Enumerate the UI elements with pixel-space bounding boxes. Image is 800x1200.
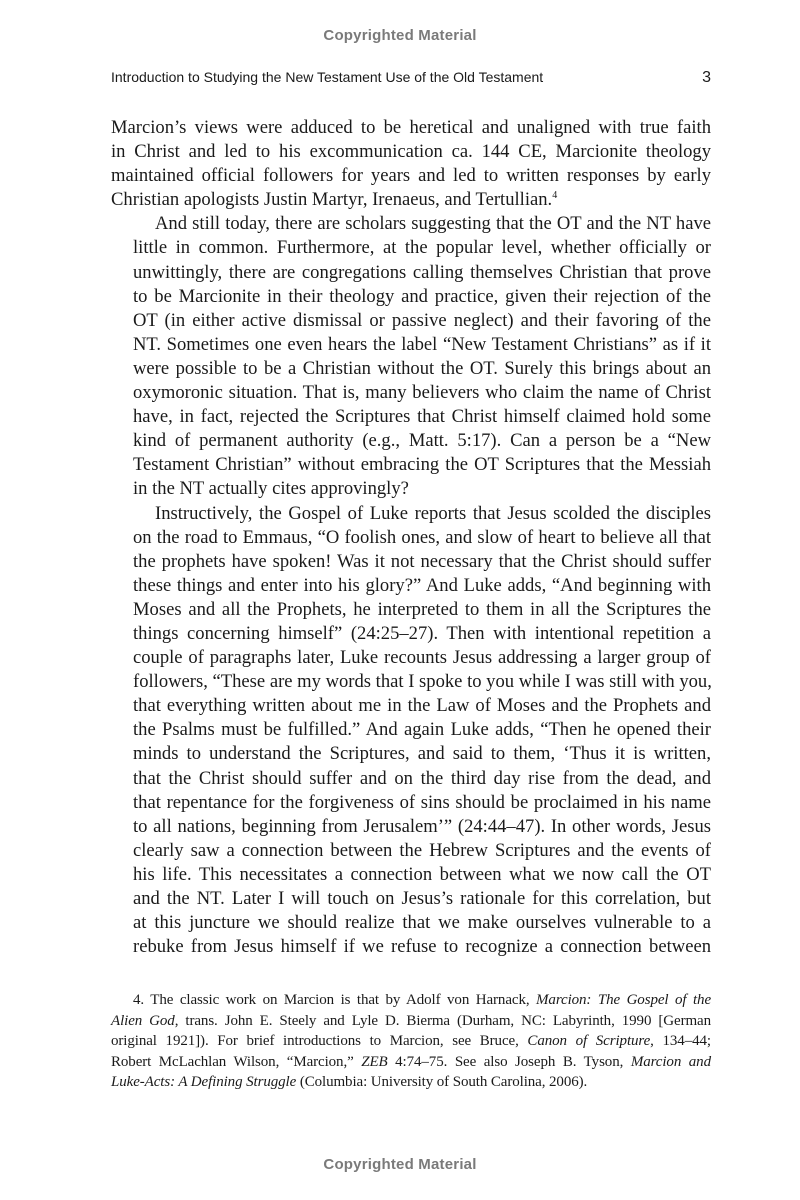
text-line: have, in fact, rejected the Scriptures that Christ himself claimed hold some [133,406,711,428]
text-line: that everything written about me in the Law of Moses and the Prophets and [133,695,711,717]
body-text [111,116,711,959]
text-line: rebuke from Jesus himself if we refuse to recognize a connection between [133,936,711,958]
footnote-italic-title: Canon of Scripture [527,1033,651,1049]
text-line: Testament Christian” without embracing the OT Scriptures that the Messiah [133,454,711,476]
footnote-line [111,1031,711,1052]
footnote-text: Robert McLachlan Wilson, “Marcion,” [111,1053,362,1070]
text-line: and the NT. Later I will touch on Jesus’s rationale for this correlation, but [133,888,711,909]
footnote-text: (Columbia: University of South Carolina, 2006). [296,1074,588,1090]
paragraph-1 [111,116,711,212]
footnote-italic-title: Alien God [111,1012,175,1029]
text-line: followers, “These are my words that I spoke to you while I was still with you, [133,671,712,693]
copyright-watermark-top: Copyrighted Material [323,27,477,44]
footnote-text: , trans. John E. Steely and Lyle D. Bierma (Durham, NC: Labyrinth, 1990 [German [174,1012,711,1029]
text-line: on the road to Emmaus, “O foolish ones, and slow of heart to believe all that [133,526,711,548]
text-line: OT (in either active dismissal or passive neglect) and their favoring of the [133,309,711,331]
text-line: clearly saw a connection between the Hebrew Scriptures and the events of [133,839,711,861]
text-line: NT. Sometimes one even hears the label “New Testament Christians” as if it [133,333,711,355]
text-line: to all nations, beginning from Jerusalem’” (24:44–47). In other words, Jesus [133,815,711,837]
text-line: in the NT actually cites approvingly? [133,478,409,500]
footnote-text: original 1921]). For brief introductions to Marcion, see Bruce, [111,1033,528,1049]
text-line-content: Christian apologists Justin Martyr, Irenaeus, and Tertullian. [111,189,553,211]
text-line: couple of paragraphs later, Luke recounts Jesus addressing a larger group of [133,647,711,669]
footnote-italic-title: Marcion: The Gospel of the [536,992,712,1008]
text-line: Instructively, the Gospel of Luke reports that Jesus scolded the disciples [155,502,711,524]
copyright-watermark-bottom: Copyrighted Material [323,1156,477,1173]
text-line: at this juncture we should realize that we make ourselves vulnerable to a [133,912,711,934]
footnote-reference[interactable]: 4 [552,190,558,202]
text-line: that repentance for the forgiveness of sins should be proclaimed in his name [133,791,711,813]
text-line: the prophets have spoken! Was it not necessary that the Christ should suffer [133,550,711,572]
text-line: unwittingly, there are congregations calling themselves Christian that prove [133,261,711,283]
text-line: minds to understand the Scriptures, and said to them, ‘Thus it is written, [133,743,711,765]
text-line: things concerning himself” (24:25–27). Then with intentional repetition a [133,622,711,644]
footnote-line [111,1072,711,1093]
text-line: kind of permanent authority (e.g., Matt. 5:17). Can a person be a “New [133,430,711,452]
text-line [111,188,711,212]
text-line: oxymoronic situation. That is, many believers who claim the name of Christ [133,382,711,404]
text-line: the Psalms must be fulfilled.” And again Luke adds, “Then he opened their [133,719,711,741]
text-line: Moses and all the Prophets, he interpreted to them in all the Scriptures the [133,598,711,620]
text-line: were possible to be a Christian without the OT. Surely this brings about an [133,357,711,379]
running-head-title: Introduction to Studying the New Testament Use of the Old Testament [111,69,544,85]
footnote-line [111,1011,711,1032]
footnote-italic-title: Marcion and [630,1053,711,1070]
footnote-text: 4:74–75. See also Joseph B. Tyson, [387,1053,631,1070]
footnote-text: 4. The classic work on Marcion is that by Adolf von Harnack, [133,992,537,1008]
footnote-italic-abbrev: ZEB [361,1053,388,1070]
text-line: in Christ and led to his excommunication ca. 144 CE, Marcionite theology [111,141,711,163]
paragraph-2 [111,212,711,501]
page-number: 3 [702,69,711,86]
running-head [111,69,711,87]
footnote-italic-title: Luke-Acts: A Defining Struggle [111,1074,297,1090]
text-line: Marcion’s views were adduced to be heretical and unaligned with true faith [111,117,711,138]
text-line: maintained official followers for years and led to written responses by early [111,165,711,187]
footnote-4 [111,990,711,1093]
footnote-line [111,1052,711,1073]
footnote-line [111,990,711,1011]
text-line: to be Marcionite in their theology and practice, given their rejection of the [133,285,711,307]
text-line: little in common. Furthermore, at the popular level, whether officially or [133,237,711,259]
text-line: And still today, there are scholars suggesting that the OT and the NT have [155,213,711,235]
text-line: his life. This necessitates a connection between what we now call the OT [133,863,711,885]
paragraph-3 [111,502,711,960]
text-line: that the Christ should suffer and on the third day rise from the dead, and [133,767,711,789]
text-line: these things and enter into his glory?” And Luke adds, “And beginning with [133,574,711,596]
footnote-text: , 134–44; [650,1033,711,1049]
